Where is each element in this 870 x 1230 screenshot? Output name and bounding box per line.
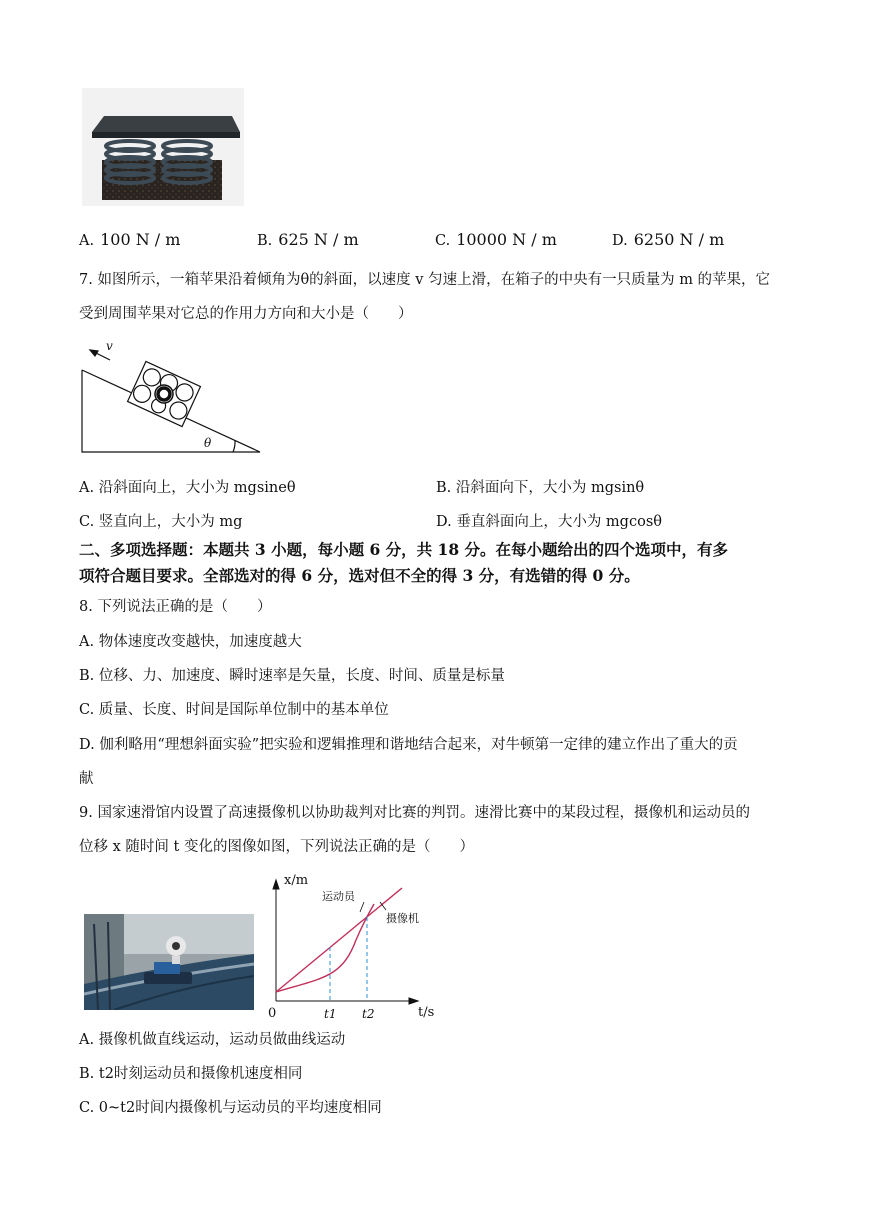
t2-label: t2 [362,1007,375,1020]
q6-option-c[interactable]: C. 10000 N / m [435,230,557,249]
q7-option-d[interactable]: D. 垂直斜面向上，大小为 mgcosθ [436,514,662,530]
camera-line-label: 摄像机 [386,912,419,925]
v-label: v [106,339,113,353]
q8-option-c[interactable]: C. 质量、长度、时间是国际单位制中的基本单位 [79,702,389,718]
q9-option-c[interactable]: C. 0~t2时间内摄像机与运动员的平均速度相同 [79,1100,382,1116]
incline-figure [76,338,266,456]
q8-option-d-continued: 献 [79,771,94,787]
q9-stem-line2: 位移 x 随时间 t 变化的图像如图，下列说法正确的是（ ） [79,839,474,855]
q8-option-b[interactable]: B. 位移、力、加速度、瞬时速率是矢量，长度、时间、质量是标量 [79,668,505,684]
athlete-curve-label: 运动员 [322,890,355,903]
y-axis-label: x/m [284,873,309,888]
q9-option-b[interactable]: B. t2时刻运动员和摄像机速度相同 [79,1066,303,1082]
q8-option-d[interactable]: D. 伽利略用“理想斜面实验”把实验和逻辑推理和谐地结合起来，对牛顿第一定律的建立作出了重大的贡 [79,737,738,753]
t1-label: t1 [324,1007,337,1020]
speed-skating-camera-photo [84,914,254,1010]
q9-stem-line1: 9. 国家速滑馆内设置了高速摄像机以协助裁判对比赛的判罚。速滑比赛中的某段过程，摄像机和运动员的 [79,805,750,821]
q7-stem-line1: 7. 如图所示，一箱苹果沿着倾角为θ的斜面，以速度 v 匀速上滑，在箱子的中央有一只质量为 m 的苹果，它 [79,272,771,288]
q6-option-b[interactable]: B. 625 N / m [257,230,359,249]
q8-stem: 8. 下列说法正确的是（ ） [79,599,272,615]
section2-header-line1: 二、多项选择题：本题共 3 小题，每小题 6 分，共 18 分。在每小题给出的四个选项中，有多 [79,540,729,559]
section2-header-line2: 项符合题目要求。全部选对的得 6 分，选对但不全的得 3 分，有选错的得 0 分。 [79,566,640,585]
q8-option-a[interactable]: A. 物体速度改变越快，加速度越大 [79,634,302,650]
q7-option-a[interactable]: A. 沿斜面向上，大小为 mgsineθ [79,480,296,496]
x-axis-label: t/s [418,1005,435,1020]
q9-option-a[interactable]: A. 摄像机做直线运动，运动员做曲线运动 [79,1032,346,1048]
spring-device-photo [82,88,244,206]
q7-stem-line2: 受到周围苹果对它总的作用力方向和大小是（ ） [79,306,413,322]
x-t-graph [262,868,448,1020]
q6-option-d[interactable]: D. 6250 N / m [612,230,725,249]
q7-option-c[interactable]: C. 竖直向上，大小为 mg [79,514,243,530]
q6-option-a[interactable]: A. 100 N / m [79,230,181,249]
q7-option-b[interactable]: B. 沿斜面向下，大小为 mgsinθ [436,480,645,496]
theta-label: θ [204,436,212,450]
origin-label: 0 [268,1006,277,1020]
